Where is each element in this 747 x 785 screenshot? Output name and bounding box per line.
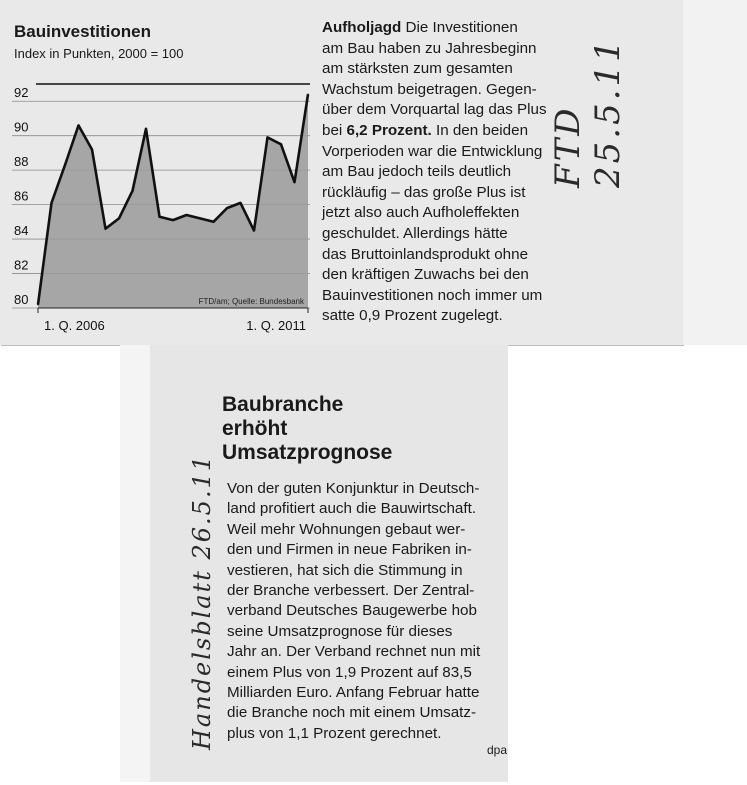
- handwritten-source-note-handelsblatt: Handelsblatt 26.5.11: [188, 453, 216, 750]
- data-point-15: [240, 202, 242, 204]
- bauinvestitionen-chart: [8, 18, 313, 338]
- article-body: Von der guten Konjunktur in Deutsch- land profitiert auch die Bauwirtschaft. Weil mehr Wohnungen gebaut wer- den und Firmen in neue Fabriken in- vestieren, hat sich die Stimmung in der Branche verbessert. Der Zentral- verband Deutsches Baugewerbe hob seine Umsatzprognose für dieses Jahr an. Der Verband rechnet nun mit einem Plus von 1,9 Prozent auf 83,5 Milliarden Euro. Anfang Februar hatte die Branche noch mit einem Umsatz- plus von 1,1 Prozent gerechnet.: [227, 480, 481, 742]
- data-point-16: [253, 230, 255, 232]
- y-tick-label-80: 80: [14, 292, 29, 307]
- data-point-2: [64, 164, 66, 166]
- x-tick-label-end: 1. Q. 2011: [246, 318, 306, 333]
- article-text-a: Die Investitionen am Bau haben zu Jahresbeginn am stärksten zum gesamten Wachstum beigetragen. Gegen- über dem Vorquartal lag das Plus bei: [322, 19, 547, 139]
- agency-credit: dpa: [487, 743, 508, 757]
- ftd-article-text: [322, 18, 577, 327]
- data-point-1: [51, 202, 53, 204]
- ftd-clipping: [0, 0, 683, 345]
- data-point-8: [145, 128, 147, 130]
- data-point-12: [199, 218, 201, 220]
- data-point-0: [37, 304, 39, 306]
- data-point-18: [280, 144, 282, 146]
- article-text-b: In den beiden Vorperioden war die Entwicklung am Bau jedoch teils deutlich rückläufig – das große Plus ist jetzt also auch Aufholeffekten geschuldet. Allerdings hätte das Bruttoinlandsprodukt ohne den kräftigen Zuwachs bei den Bauinvestitionen noch immer um satte 0,9 Prozent zugelegt.: [322, 121, 543, 325]
- article-headline: Baubranche erhöht Umsatzprognose: [222, 393, 393, 464]
- chart-subtitle: Index in Punkten, 2000 = 100: [14, 46, 184, 61]
- data-point-10: [172, 219, 174, 221]
- data-point-6: [118, 218, 120, 220]
- clipping-edge: [683, 0, 747, 345]
- y-tick-label-90: 90: [14, 119, 29, 135]
- data-point-5: [105, 228, 107, 230]
- data-point-11: [186, 214, 188, 216]
- x-tick-label-start: 1. Q. 2006: [44, 318, 105, 333]
- y-tick-label-84: 84: [14, 223, 29, 239]
- x-tick-labels: [38, 308, 308, 333]
- y-tick-label-86: 86: [14, 188, 29, 204]
- data-point-17: [267, 137, 269, 139]
- data-point-13: [213, 221, 215, 223]
- data-point-9: [159, 216, 161, 218]
- chart-source: FTD/am; Quelle: Bundesbank: [198, 297, 304, 306]
- y-tick-label-92: 92: [14, 85, 29, 101]
- chart-area-layer: [37, 94, 309, 309]
- y-tick-label-82: 82: [14, 257, 29, 273]
- chart-panel: [8, 18, 313, 338]
- handelsblatt-clipping: [150, 345, 508, 782]
- chart-title: Bauinvestitionen: [14, 22, 151, 41]
- data-point-4: [91, 149, 93, 151]
- article-lead: Aufholjagd: [322, 19, 402, 36]
- article-bold-value: 6,2 Prozent.: [346, 121, 432, 139]
- y-tick-label-88: 88: [14, 154, 29, 170]
- data-point-20: [307, 94, 309, 96]
- data-point-3: [78, 125, 80, 127]
- data-point-14: [226, 207, 228, 209]
- data-point-7: [132, 190, 134, 192]
- data-point-19: [294, 181, 296, 183]
- handwritten-source-note-ftd: FTD 25.5.11: [548, 37, 628, 188]
